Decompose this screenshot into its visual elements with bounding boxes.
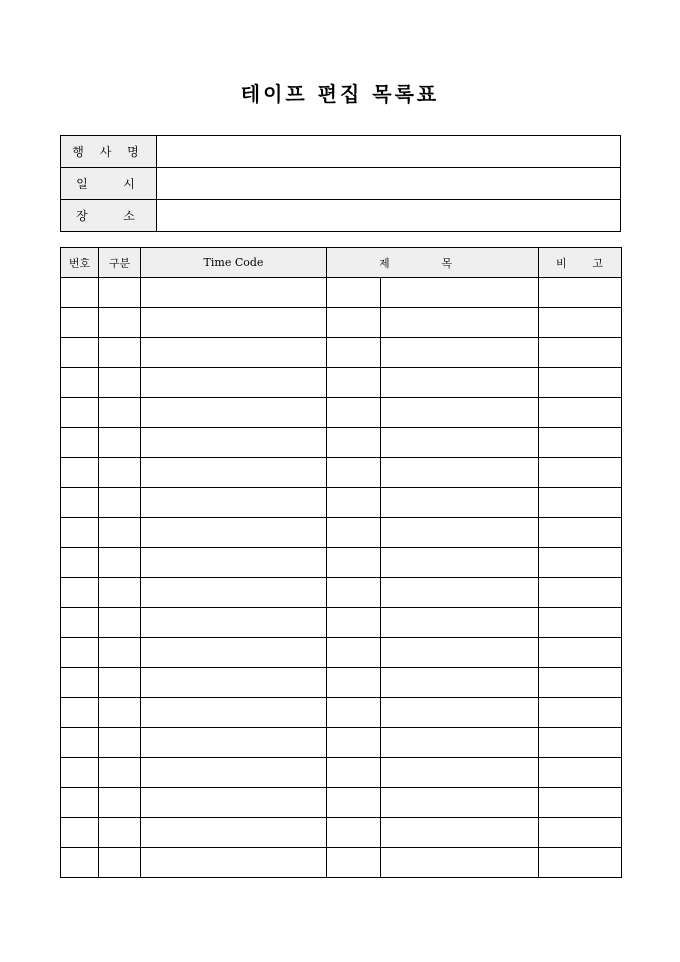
table-row — [61, 698, 622, 728]
cell-number[interactable] — [61, 518, 99, 548]
cell-category[interactable] — [99, 728, 141, 758]
cell-number[interactable] — [61, 698, 99, 728]
cell-timecode[interactable] — [141, 758, 327, 788]
cell-remarks[interactable] — [539, 548, 622, 578]
cell-timecode[interactable] — [141, 698, 327, 728]
table-row — [61, 428, 622, 458]
cell-remarks[interactable] — [539, 338, 622, 368]
cell-subject-b[interactable] — [381, 548, 539, 578]
table-row — [61, 398, 622, 428]
cell-remarks[interactable] — [539, 818, 622, 848]
cell-subject-b[interactable] — [381, 788, 539, 818]
cell-timecode[interactable] — [141, 848, 327, 878]
cell-category[interactable] — [99, 308, 141, 338]
cell-subject-b[interactable] — [381, 518, 539, 548]
table-row — [61, 458, 622, 488]
table-row — [61, 368, 622, 398]
cell-timecode[interactable] — [141, 338, 327, 368]
cell-subject-a[interactable] — [327, 518, 381, 548]
cell-subject-b[interactable] — [381, 458, 539, 488]
cell-subject-b[interactable] — [381, 608, 539, 638]
table-row — [61, 818, 622, 848]
header-remarks-right: 고 — [592, 256, 603, 270]
cell-number[interactable] — [61, 548, 99, 578]
cell-subject-a[interactable] — [327, 578, 381, 608]
info-label: 일 시 — [61, 168, 157, 200]
cell-category[interactable] — [99, 698, 141, 728]
header-remarks-left: 비 — [556, 256, 567, 270]
cell-subject-b[interactable] — [381, 698, 539, 728]
cell-timecode[interactable] — [141, 608, 327, 638]
cell-remarks[interactable] — [539, 758, 622, 788]
header-subject — [327, 248, 539, 278]
info-label: 장 소 — [61, 200, 157, 232]
header-subject-right: 목 — [441, 256, 452, 270]
table-row — [61, 578, 622, 608]
info-row — [61, 136, 621, 168]
table-row — [61, 668, 622, 698]
cell-subject-b[interactable] — [381, 428, 539, 458]
cell-subject-a[interactable] — [327, 638, 381, 668]
cell-remarks[interactable] — [539, 668, 622, 698]
cell-category[interactable] — [99, 548, 141, 578]
cell-subject-a[interactable] — [327, 668, 381, 698]
cell-subject-b[interactable] — [381, 638, 539, 668]
cell-category[interactable] — [99, 668, 141, 698]
cell-subject-a[interactable] — [327, 278, 381, 308]
cell-category[interactable] — [99, 458, 141, 488]
cell-timecode[interactable] — [141, 668, 327, 698]
table-row — [61, 548, 622, 578]
cell-number[interactable] — [61, 608, 99, 638]
cell-number[interactable] — [61, 368, 99, 398]
cell-timecode[interactable] — [141, 308, 327, 338]
table-row — [61, 728, 622, 758]
cell-remarks[interactable] — [539, 638, 622, 668]
document-title: 테이프 편집 목록표 — [240, 82, 440, 106]
table-row — [61, 758, 622, 788]
cell-subject-a[interactable] — [327, 548, 381, 578]
cell-timecode[interactable] — [141, 578, 327, 608]
cell-remarks[interactable] — [539, 578, 622, 608]
cell-category[interactable] — [99, 848, 141, 878]
cell-category[interactable] — [99, 578, 141, 608]
cell-subject-b[interactable] — [381, 728, 539, 758]
cell-subject-a[interactable] — [327, 848, 381, 878]
cell-category[interactable] — [99, 638, 141, 668]
table-row — [61, 788, 622, 818]
info-row — [61, 168, 621, 200]
cell-number[interactable] — [61, 818, 99, 848]
cell-number[interactable] — [61, 488, 99, 518]
cell-number[interactable] — [61, 758, 99, 788]
cell-category[interactable] — [99, 758, 141, 788]
cell-number[interactable] — [61, 398, 99, 428]
cell-category[interactable] — [99, 608, 141, 638]
cell-category[interactable] — [99, 788, 141, 818]
cell-category[interactable] — [99, 428, 141, 458]
cell-timecode[interactable] — [141, 728, 327, 758]
info-value-field[interactable] — [157, 200, 621, 232]
cell-remarks[interactable] — [539, 458, 622, 488]
header-category: 구분 — [99, 248, 141, 278]
cell-timecode[interactable] — [141, 398, 327, 428]
table-row — [61, 608, 622, 638]
cell-subject-a[interactable] — [327, 608, 381, 638]
cell-number[interactable] — [61, 578, 99, 608]
cell-category[interactable] — [99, 278, 141, 308]
cell-remarks[interactable] — [539, 788, 622, 818]
cell-subject-b[interactable] — [381, 578, 539, 608]
cell-timecode[interactable] — [141, 488, 327, 518]
event-info-table — [60, 135, 621, 232]
table-row — [61, 488, 622, 518]
cell-subject-b[interactable] — [381, 668, 539, 698]
cell-subject-a[interactable] — [327, 818, 381, 848]
cell-subject-a[interactable] — [327, 338, 381, 368]
table-row — [61, 308, 622, 338]
table-header-row — [61, 248, 622, 278]
cell-category[interactable] — [99, 488, 141, 518]
table-row — [61, 638, 622, 668]
cell-timecode[interactable] — [141, 818, 327, 848]
cell-category[interactable] — [99, 368, 141, 398]
cell-remarks[interactable] — [539, 518, 622, 548]
cell-subject-a[interactable] — [327, 398, 381, 428]
table-row — [61, 848, 622, 878]
table-row — [61, 338, 622, 368]
cell-number[interactable] — [61, 638, 99, 668]
cell-subject-b[interactable] — [381, 338, 539, 368]
cell-subject-a[interactable] — [327, 698, 381, 728]
cell-number[interactable] — [61, 788, 99, 818]
cell-number[interactable] — [61, 428, 99, 458]
cell-subject-b[interactable] — [381, 398, 539, 428]
cell-subject-b[interactable] — [381, 308, 539, 338]
cell-subject-b[interactable] — [381, 278, 539, 308]
info-value-field[interactable] — [157, 168, 621, 200]
cell-timecode[interactable] — [141, 458, 327, 488]
cell-subject-b[interactable] — [381, 848, 539, 878]
info-label: 행 사 명 — [61, 136, 157, 168]
cell-remarks[interactable] — [539, 608, 622, 638]
cell-remarks[interactable] — [539, 488, 622, 518]
cell-timecode[interactable] — [141, 278, 327, 308]
cell-subject-a[interactable] — [327, 458, 381, 488]
table-row — [61, 278, 622, 308]
cell-subject-a[interactable] — [327, 368, 381, 398]
cell-category[interactable] — [99, 518, 141, 548]
cell-timecode[interactable] — [141, 518, 327, 548]
cell-subject-a[interactable] — [327, 728, 381, 758]
cell-remarks[interactable] — [539, 398, 622, 428]
header-timecode: Time Code — [141, 248, 327, 278]
cell-number[interactable] — [61, 308, 99, 338]
cell-subject-b[interactable] — [381, 818, 539, 848]
cell-number[interactable] — [61, 458, 99, 488]
cell-remarks[interactable] — [539, 368, 622, 398]
info-value-field[interactable] — [157, 136, 621, 168]
info-row — [61, 200, 621, 232]
cell-subject-a[interactable] — [327, 428, 381, 458]
cell-number[interactable] — [61, 728, 99, 758]
cell-subject-a[interactable] — [327, 308, 381, 338]
cell-timecode[interactable] — [141, 638, 327, 668]
cell-number[interactable] — [61, 278, 99, 308]
tape-edit-list-table — [60, 247, 622, 878]
cell-number[interactable] — [61, 338, 99, 368]
cell-subject-b[interactable] — [381, 368, 539, 398]
cell-subject-b[interactable] — [381, 758, 539, 788]
table-row — [61, 518, 622, 548]
cell-number[interactable] — [61, 848, 99, 878]
cell-timecode[interactable] — [141, 788, 327, 818]
cell-remarks[interactable] — [539, 308, 622, 338]
cell-category[interactable] — [99, 398, 141, 428]
cell-number[interactable] — [61, 668, 99, 698]
cell-category[interactable] — [99, 818, 141, 848]
cell-remarks[interactable] — [539, 698, 622, 728]
cell-remarks[interactable] — [539, 848, 622, 878]
cell-subject-a[interactable] — [327, 488, 381, 518]
header-remarks — [539, 248, 622, 278]
cell-subject-a[interactable] — [327, 758, 381, 788]
cell-timecode[interactable] — [141, 368, 327, 398]
header-number: 번호 — [61, 248, 99, 278]
cell-remarks[interactable] — [539, 728, 622, 758]
cell-category[interactable] — [99, 338, 141, 368]
cell-remarks[interactable] — [539, 428, 622, 458]
cell-subject-b[interactable] — [381, 488, 539, 518]
cell-timecode[interactable] — [141, 428, 327, 458]
cell-subject-a[interactable] — [327, 788, 381, 818]
cell-remarks[interactable] — [539, 278, 622, 308]
header-subject-left: 제 — [379, 256, 390, 270]
cell-timecode[interactable] — [141, 548, 327, 578]
